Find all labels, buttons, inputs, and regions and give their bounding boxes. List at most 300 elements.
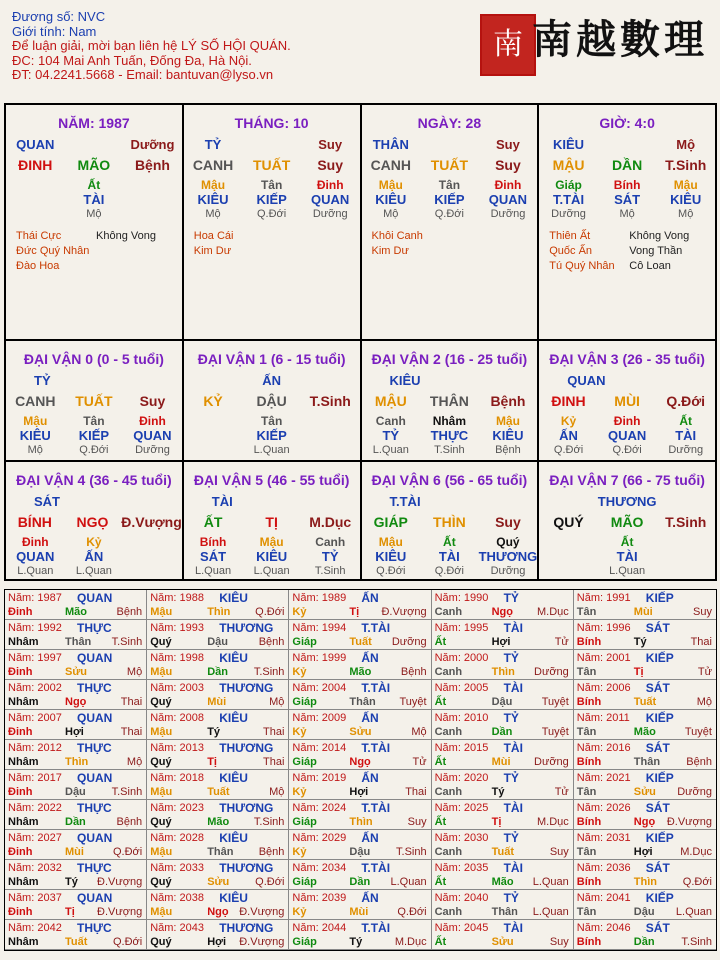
year-phase: Mộ <box>696 696 712 708</box>
year-cell <box>289 770 431 800</box>
year-stem: Canh <box>434 726 463 738</box>
year-label: Năm: 2029 <box>292 832 347 844</box>
year-branch: Mùi <box>491 756 511 768</box>
cell-value <box>184 428 243 443</box>
year-cell <box>432 860 574 890</box>
cell-row <box>362 208 538 220</box>
year-god: QUAN <box>77 771 113 785</box>
cell-value: Mậu <box>495 414 520 428</box>
cell-row <box>6 137 182 152</box>
year-stem: Quý <box>150 756 172 768</box>
year-cell <box>574 590 716 620</box>
cell-value: Tân <box>260 178 283 192</box>
year-stem: Mậu <box>150 846 173 858</box>
year-god: T.TÀI <box>361 681 391 695</box>
year-god: KIÊU <box>219 591 248 605</box>
year-phase: T.Sinh <box>396 846 427 858</box>
dai-van-god: ẤN <box>262 373 282 388</box>
year-label: Năm: 1990 <box>434 592 489 604</box>
brand-text: 南越數理 <box>532 16 708 63</box>
year-branch: Ngọ <box>349 756 371 768</box>
year-label: Năm: 2034 <box>292 862 347 874</box>
year-stem: Quý <box>150 936 172 948</box>
cell-value <box>656 549 715 564</box>
year-label: Năm: 2012 <box>8 742 62 754</box>
year-cell <box>289 890 431 920</box>
year-phase: Đ.Vượng <box>97 876 143 888</box>
year-cell <box>432 620 574 650</box>
year-phase: Tuyệt <box>541 696 569 708</box>
year-stem: Ất <box>434 936 447 948</box>
star-name: Vong Thần <box>629 245 683 257</box>
year-phase: Dưỡng <box>534 666 569 678</box>
cell-value: Mậu <box>673 178 698 192</box>
contact-note: Để luận giải, mời bạn liên hệ LÝ SỐ HỘI QUÁN. <box>12 38 291 53</box>
year-branch: Sửu <box>491 936 514 948</box>
year-phase: Bệnh <box>686 756 712 768</box>
dai-van-god: KIÊU <box>389 373 421 388</box>
cell-value <box>65 137 124 152</box>
year-cell <box>147 890 289 920</box>
year-cell <box>5 710 147 740</box>
year-branch: Thìn <box>633 876 658 888</box>
year-god: T.TÀI <box>361 801 391 815</box>
year-label: Năm: 1995 <box>434 622 489 634</box>
cell-row <box>6 428 182 443</box>
cell-value <box>6 192 65 207</box>
cell-value <box>539 535 598 549</box>
cell-value: Dưỡng <box>135 444 170 456</box>
year-stem: Nhâm <box>8 936 39 948</box>
cell-value <box>123 535 182 549</box>
year-branch: Ngọ <box>65 696 87 708</box>
year-phase: M.Dục <box>537 816 569 828</box>
star-row <box>372 229 452 244</box>
cell-value: Q.Đới <box>376 565 406 577</box>
year-cell <box>5 920 147 950</box>
year-god: SÁT <box>645 681 670 695</box>
year-label: Năm: 1996 <box>576 622 631 634</box>
year-cell <box>289 590 431 620</box>
year-phase: Tử <box>412 756 427 768</box>
year-god: SÁT <box>645 621 670 635</box>
cell-value: Bệnh <box>495 444 521 456</box>
cell-row <box>539 414 715 428</box>
cell-value: QUAN <box>16 137 55 152</box>
pillar-title: GIỜ: 4:0 <box>599 115 655 131</box>
year-stem: Nhâm <box>8 816 39 828</box>
cell-value: Mậu <box>259 535 284 549</box>
year-label: Năm: 2000 <box>434 652 489 664</box>
year-branch: Tị <box>491 816 502 828</box>
cell-value: QUAN <box>607 428 647 443</box>
year-phase: Tử <box>554 636 569 648</box>
year-god: ẤN <box>361 771 379 785</box>
cell-value: NGỌ <box>76 514 109 530</box>
cell-value <box>656 535 715 549</box>
cell-value: Canh <box>375 414 406 428</box>
year-cell <box>289 710 431 740</box>
year-label: Năm: 2030 <box>434 832 489 844</box>
cell-value: TÀI <box>616 549 638 564</box>
year-branch: Mão <box>349 666 372 678</box>
year-stem: Ất <box>434 816 447 828</box>
year-stem: Canh <box>434 786 463 798</box>
year-cell <box>574 710 716 740</box>
year-god: TỶ <box>503 771 519 785</box>
pillar-column <box>6 105 184 339</box>
year-stem: Canh <box>434 846 463 858</box>
year-stem: Đinh <box>8 606 33 618</box>
cell-value: THÌN <box>433 514 466 530</box>
year-stem: Bính <box>576 876 602 888</box>
cell-value: KIẾP <box>256 192 287 207</box>
year-phase: T.Sinh <box>681 936 712 948</box>
cell-row <box>184 208 360 220</box>
cell-value: ĐINH <box>18 157 53 173</box>
year-cell <box>432 770 574 800</box>
year-label: Năm: 2037 <box>8 892 62 904</box>
cell-value: Bính <box>199 535 227 549</box>
cell-value: ẤN <box>84 549 104 564</box>
cell-value: Mộ <box>383 208 399 220</box>
year-stem: Nhâm <box>8 636 39 648</box>
year-god: KIẾP <box>645 831 674 845</box>
year-cell <box>5 620 147 650</box>
year-stem: Giáp <box>292 816 317 828</box>
year-phase: Suy <box>407 816 427 828</box>
pillar-title: THÁNG: 10 <box>234 115 309 131</box>
year-god: TỶ <box>503 591 519 605</box>
year-phase: Đ.Vượng <box>381 606 427 618</box>
cell-value <box>123 565 182 577</box>
year-stem: Giáp <box>292 756 317 768</box>
year-branch: Ngọ <box>491 606 513 618</box>
year-phase: Đ.Vượng <box>239 936 285 948</box>
year-god: THƯƠNG <box>219 921 274 935</box>
cell-row <box>362 393 538 409</box>
year-god: SÁT <box>645 741 670 755</box>
cell-row <box>6 208 182 220</box>
year-god: TỶ <box>503 891 519 905</box>
year-cell <box>147 770 289 800</box>
year-branch: Tị <box>349 606 360 618</box>
cell-row <box>539 137 715 152</box>
cell-row <box>362 535 538 549</box>
cell-value: T.Sinh <box>665 514 707 530</box>
cell-value: TUẤT <box>252 157 291 173</box>
cell-value: MÃO <box>77 157 111 173</box>
year-god: KIÊU <box>219 711 248 725</box>
cell-value: Dưỡng <box>490 208 526 220</box>
year-stem: Quý <box>150 636 172 648</box>
year-label: Năm: 2044 <box>292 922 347 934</box>
year-cell <box>574 680 716 710</box>
year-god: TỶ <box>503 711 519 725</box>
cell-row <box>184 414 360 428</box>
year-god: SÁT <box>645 801 670 815</box>
cell-value: Kỷ <box>560 414 577 428</box>
year-label: Năm: 2003 <box>150 682 204 694</box>
year-cell <box>574 770 716 800</box>
cell-value: Suy <box>317 157 344 173</box>
dai-van-title: ĐẠI VẬN 2 (16 - 25 tuổi) <box>371 351 528 367</box>
cell-value: Dưỡng <box>130 137 175 152</box>
cell-row <box>184 157 360 173</box>
year-stem: Mậu <box>150 666 173 678</box>
year-label: Năm: 2043 <box>150 922 204 934</box>
cell-value: KIÊU <box>256 549 288 564</box>
cell-value: T.Sinh <box>309 393 351 409</box>
cell-value: QUAN <box>488 192 528 207</box>
year-branch: Hợi <box>207 936 227 948</box>
year-god: TÀI <box>503 681 523 695</box>
year-stem: Kỷ <box>292 666 307 678</box>
cell-value: KIẾP <box>434 192 465 207</box>
year-label: Năm: 1997 <box>8 652 62 664</box>
year-god: KIÊU <box>219 831 248 845</box>
year-label: Năm: 1999 <box>292 652 347 664</box>
cell-value: Suy <box>139 393 166 409</box>
cell-row <box>184 565 360 577</box>
star-name: Thái Cực <box>16 230 62 242</box>
four-pillars <box>4 103 717 341</box>
year-god: ẤN <box>361 591 379 605</box>
year-phase: Bệnh <box>400 666 427 678</box>
year-god: THƯƠNG <box>219 801 274 815</box>
year-branch: Tuất <box>349 636 372 648</box>
dai-van-cell <box>539 462 715 581</box>
cell-value: Ất <box>443 535 456 549</box>
cell-value: Q.Đới <box>79 444 109 456</box>
pillar-column <box>184 105 362 339</box>
cell-value: TUẤT <box>430 157 469 173</box>
year-phase: Q.Đới <box>112 936 143 948</box>
year-stem: Bính <box>576 816 602 828</box>
star-row <box>194 229 274 244</box>
dai-van-cell <box>184 462 362 581</box>
year-stem: Bính <box>576 936 602 948</box>
year-branch: Tý <box>349 936 363 948</box>
star-name: Cô Loan <box>629 260 671 272</box>
cell-value: BÍNH <box>17 514 52 530</box>
year-branch: Thìn <box>65 756 89 768</box>
year-stem: Mậu <box>150 606 173 618</box>
cell-value: Bệnh <box>490 393 526 409</box>
year-cell <box>289 800 431 830</box>
dai-van-god: TỶ <box>34 373 51 388</box>
star-name: Không Vong <box>629 230 690 242</box>
year-stem: Bính <box>576 636 602 648</box>
cell-value: SÁT <box>200 549 227 564</box>
cell-row <box>362 157 538 173</box>
cell-value: L.Quan <box>194 565 232 577</box>
year-branch: Dần <box>491 726 513 738</box>
cell-value: MÃO <box>610 514 644 530</box>
cell-value <box>539 549 598 564</box>
year-stem: Tân <box>576 666 597 678</box>
year-phase: Thai <box>690 636 712 648</box>
cell-value: KIẾP <box>78 428 110 443</box>
dai-van-title: ĐẠI VẬN 1 (6 - 15 tuổi) <box>197 351 346 367</box>
year-branch: Thân <box>349 696 376 708</box>
year-phase: Dưỡng <box>391 636 427 648</box>
year-phase: Bệnh <box>116 606 143 618</box>
cell-value: QUAN <box>311 192 350 207</box>
cell-row <box>6 393 182 409</box>
year-cell <box>147 590 289 620</box>
cell-value: Giáp <box>555 178 582 192</box>
cell-value: ĐINH <box>551 393 586 409</box>
year-branch: Thân <box>491 906 518 918</box>
year-stem: Giáp <box>292 636 317 648</box>
year-phase: Thai <box>262 726 285 738</box>
year-branch: Dậu <box>65 786 86 798</box>
year-label: Năm: 2008 <box>150 712 204 724</box>
year-phase: Mộ <box>126 756 143 768</box>
cell-value: T.Sinh <box>434 444 465 456</box>
year-label: Năm: 2004 <box>292 682 347 694</box>
year-branch: Tý <box>491 786 505 798</box>
cell-row <box>6 157 182 173</box>
year-branch: Thìn <box>207 606 231 618</box>
pillar-column <box>362 105 540 339</box>
year-god: TỶ <box>503 831 519 845</box>
year-stem: Ất <box>434 636 447 648</box>
cell-value: GIÁP <box>373 514 408 530</box>
cell-row <box>362 444 538 456</box>
year-god: THỰC <box>77 741 112 755</box>
cell-value: Q.Đới <box>434 208 464 220</box>
year-stem: Tân <box>576 726 597 738</box>
year-god: THƯƠNG <box>219 681 274 695</box>
year-stem: Đinh <box>8 666 33 678</box>
year-god: KIẾP <box>645 591 674 605</box>
cell-value: Đinh <box>21 535 49 549</box>
cell-value: ẤN <box>559 428 578 443</box>
year-label: Năm: 2023 <box>150 802 204 814</box>
cell-row <box>184 535 360 549</box>
year-cell <box>5 770 147 800</box>
cell-value: QUÝ <box>553 514 584 530</box>
year-phase: M.Dục <box>537 606 569 618</box>
cell-value: Mộ <box>27 444 43 456</box>
cell-row <box>362 549 538 564</box>
year-branch: Mão <box>207 816 230 828</box>
year-god: THƯƠNG <box>219 861 274 875</box>
year-label: Năm: 2024 <box>292 802 347 814</box>
cell-value: KIÊU <box>492 428 524 443</box>
cell-value: Tân <box>83 414 105 428</box>
star-name: Đức Quý Nhân <box>16 245 90 257</box>
year-branch: Mão <box>633 726 656 738</box>
cell-value: THỰC <box>430 428 469 443</box>
cell-value: Ất <box>87 178 101 192</box>
cell-value <box>184 414 243 428</box>
year-god: T.TÀI <box>361 741 391 755</box>
cell-value: Tân <box>438 178 461 192</box>
star-row <box>549 229 689 244</box>
cell-value: DẦN <box>611 157 643 173</box>
year-god: T.TÀI <box>361 621 391 635</box>
cell-row <box>184 137 360 152</box>
year-god: THỰC <box>77 801 112 815</box>
year-cell <box>5 890 147 920</box>
pillar-stars <box>194 229 274 259</box>
year-label: Năm: 2028 <box>150 832 204 844</box>
year-branch: Thân <box>65 636 92 648</box>
cell-row <box>184 444 360 456</box>
year-phase: T.Sinh <box>111 786 143 798</box>
year-branch: Dần <box>349 876 371 888</box>
year-branch: Dần <box>65 816 86 828</box>
year-phase: Thai <box>120 726 143 738</box>
year-stem: Giáp <box>292 696 317 708</box>
year-god: T.TÀI <box>361 861 391 875</box>
year-branch: Hợi <box>65 726 84 738</box>
cell-value: Dưỡng <box>668 444 704 456</box>
year-phase: Q.Đới <box>255 606 285 618</box>
year-branch: Mùi <box>633 606 653 618</box>
year-cell <box>147 620 289 650</box>
cell-value: Đinh <box>139 414 166 428</box>
year-cell <box>432 590 574 620</box>
cell-row <box>362 414 538 428</box>
year-stem: Đinh <box>8 786 33 798</box>
year-cell <box>5 650 147 680</box>
cell-value: TÀI <box>83 192 105 207</box>
cell-value: QUAN <box>16 549 55 564</box>
year-cell <box>5 740 147 770</box>
dai-van-row <box>6 462 715 581</box>
year-stem: Canh <box>434 906 463 918</box>
cell-row <box>184 549 360 564</box>
year-god: THƯƠNG <box>219 621 274 635</box>
year-label: Năm: 2038 <box>150 892 204 904</box>
year-label: Năm: 2026 <box>576 802 631 814</box>
year-phase: T.Sinh <box>253 666 285 678</box>
cell-row <box>362 178 538 192</box>
cell-value: L.Quan <box>253 444 290 456</box>
year-label: Năm: 1989 <box>292 592 347 604</box>
year-phase: Dưỡng <box>677 786 712 798</box>
cell-value <box>420 137 479 152</box>
cell-value: L.Quan <box>253 565 290 577</box>
year-stem: Bính <box>576 696 602 708</box>
cell-value: CANH <box>192 157 234 173</box>
year-cell <box>147 710 289 740</box>
year-label: Năm: 1994 <box>292 622 347 634</box>
year-cell <box>289 740 431 770</box>
year-branch: Ngọ <box>207 906 229 918</box>
cell-value: Mộ <box>205 208 221 220</box>
year-stem: Canh <box>434 606 463 618</box>
year-god: KIÊU <box>219 651 248 665</box>
star-row <box>372 244 452 259</box>
year-label: Năm: 2011 <box>576 712 630 724</box>
dai-van-title: ĐẠI VẬN 3 (26 - 35 tuổi) <box>549 351 705 367</box>
dai-van-grid <box>4 341 717 581</box>
year-stem: Kỷ <box>292 786 307 798</box>
year-god: TỶ <box>503 651 519 665</box>
year-branch: Dậu <box>491 696 513 708</box>
cell-value: Dưỡng <box>490 565 526 577</box>
cell-value: L.Quan <box>609 565 646 577</box>
star-row <box>16 244 156 259</box>
cell-value: TÀI <box>675 428 697 443</box>
year-god: THỰC <box>77 861 112 875</box>
year-cell <box>5 590 147 620</box>
